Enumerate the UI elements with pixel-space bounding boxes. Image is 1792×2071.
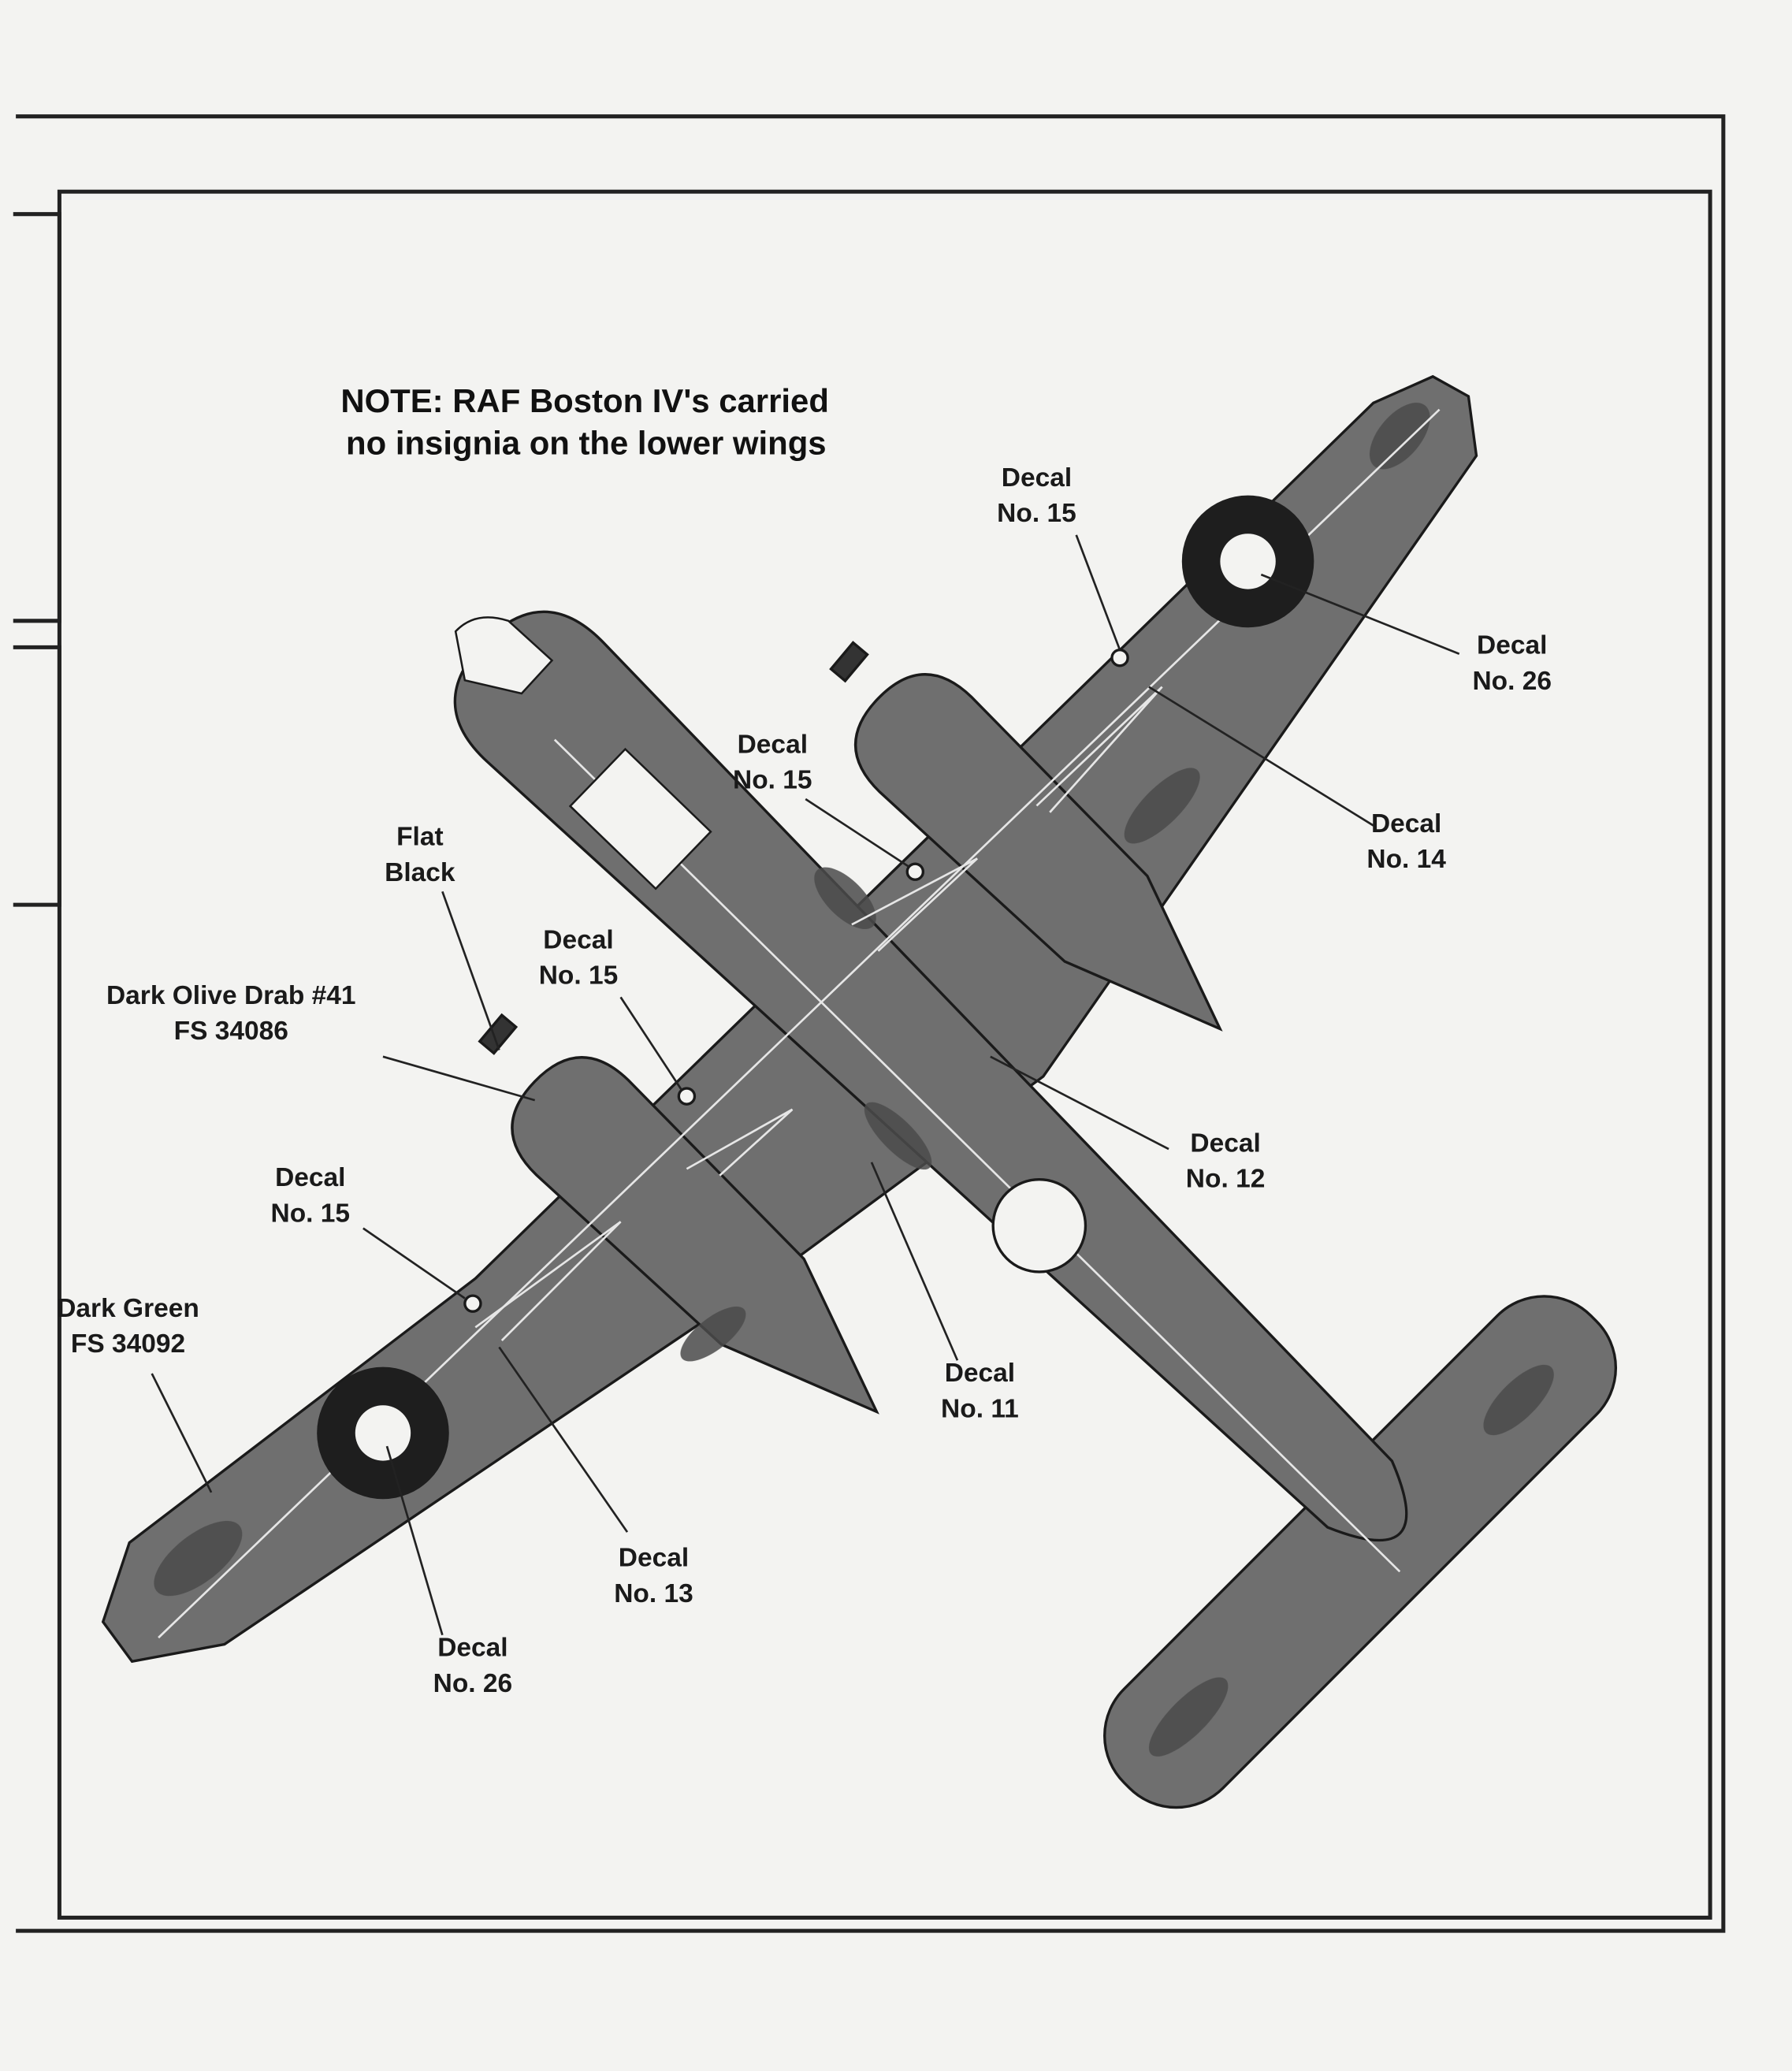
note-line-1: NOTE: RAF Boston IV's carried xyxy=(340,382,829,420)
svg-text:No. 26: No. 26 xyxy=(1472,666,1552,696)
svg-text:Flat: Flat xyxy=(396,822,444,852)
label-decal-12 xyxy=(1186,1128,1266,1193)
label-decal-26-right-wing xyxy=(1472,631,1552,696)
svg-text:Decal: Decal xyxy=(1190,1128,1261,1158)
label-flat-black xyxy=(385,823,455,887)
svg-text:Decal: Decal xyxy=(737,730,809,760)
svg-text:Decal: Decal xyxy=(1477,630,1548,660)
svg-text:No. 15: No. 15 xyxy=(538,961,619,991)
svg-text:Decal: Decal xyxy=(543,925,614,955)
svg-text:FS 34086: FS 34086 xyxy=(173,1017,288,1047)
svg-text:Decal: Decal xyxy=(437,1633,508,1663)
note xyxy=(340,382,829,462)
svg-text:Black: Black xyxy=(385,857,455,887)
roundel-left-wing xyxy=(317,1367,449,1500)
svg-text:Decal: Decal xyxy=(275,1163,346,1193)
svg-text:No. 13: No. 13 xyxy=(614,1578,693,1608)
svg-text:No. 15: No. 15 xyxy=(733,765,812,795)
exhaust-stub xyxy=(831,643,868,681)
label-dark-olive-drab xyxy=(106,981,356,1046)
svg-text:Decal: Decal xyxy=(618,1543,690,1573)
svg-text:No. 12: No. 12 xyxy=(1185,1164,1266,1194)
roundel-right-wing xyxy=(1182,496,1314,628)
svg-text:Decal: Decal xyxy=(944,1359,1016,1389)
svg-text:No. 11: No. 11 xyxy=(941,1394,1019,1424)
svg-text:No. 14: No. 14 xyxy=(1366,845,1446,875)
svg-text:Dark Olive Drab #41: Dark Olive Drab #41 xyxy=(106,980,356,1010)
label-decal-11 xyxy=(941,1359,1019,1423)
svg-text:FS 34092: FS 34092 xyxy=(70,1329,186,1359)
svg-text:Decal: Decal xyxy=(1370,809,1442,838)
svg-text:Dark Green: Dark Green xyxy=(57,1293,199,1323)
label-decal-15-left-nacelle xyxy=(539,925,619,990)
label-dark-green xyxy=(57,1294,199,1359)
label-decal-13 xyxy=(614,1544,693,1608)
label-decal-26-left-wing xyxy=(433,1634,513,1698)
bomb-bay-hatch xyxy=(993,1180,1085,1272)
svg-text:Decal: Decal xyxy=(1001,463,1073,493)
svg-text:No. 15: No. 15 xyxy=(270,1199,351,1229)
note-line-2: no insignia on the lower wings xyxy=(346,424,827,462)
label-decal-15-left-wing xyxy=(271,1163,351,1228)
label-decal-15-right-nacelle xyxy=(733,730,812,794)
label-decal-14 xyxy=(1366,809,1446,874)
svg-text:No. 26: No. 26 xyxy=(433,1668,513,1698)
svg-text:No. 15: No. 15 xyxy=(997,499,1076,529)
label-decal-15-right-wing xyxy=(997,463,1076,528)
